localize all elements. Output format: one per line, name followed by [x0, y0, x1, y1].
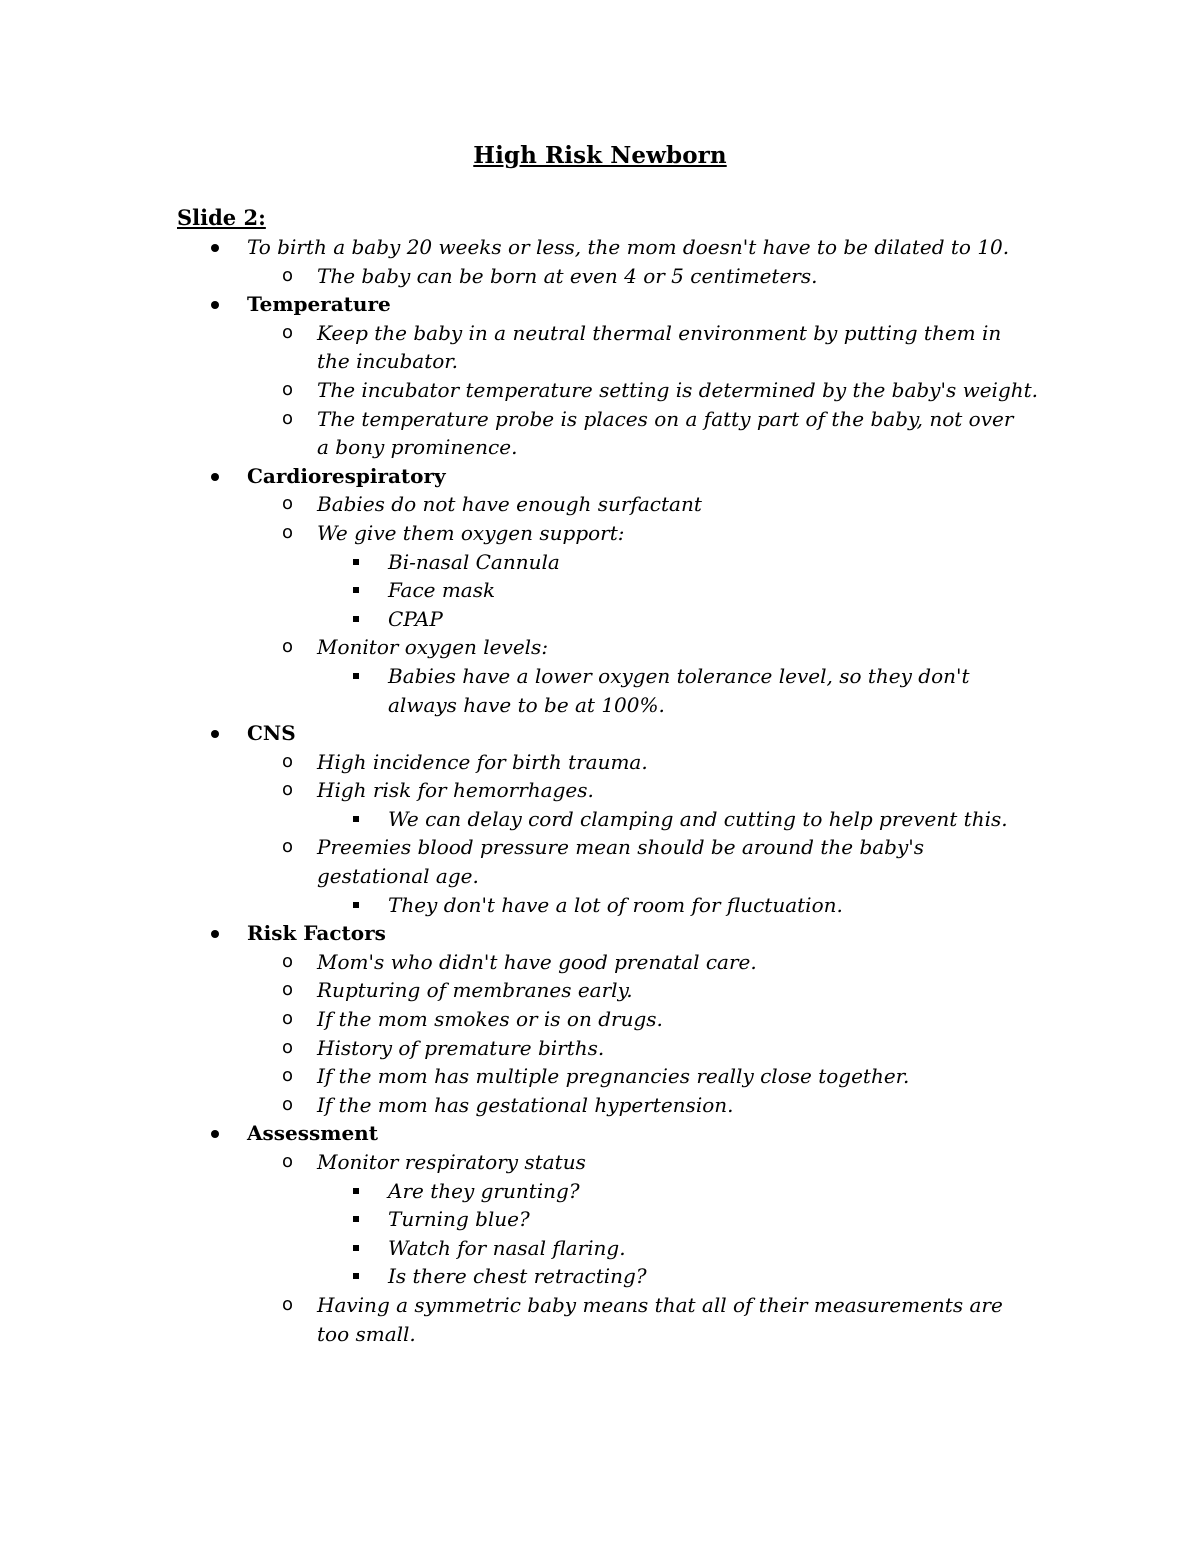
- list-item-text: CPAP: [388, 606, 443, 631]
- list-item-text: Monitor respiratory status: [317, 1150, 586, 1174]
- bullet-square-icon: [353, 1216, 359, 1222]
- list-item: [0, 633, 1200, 662]
- bullet-circle-icon: o: [282, 378, 294, 400]
- bullet-disc-icon: [211, 930, 219, 938]
- list-item: [0, 405, 1200, 462]
- list-item-text: High incidence for birth trauma.: [317, 749, 648, 774]
- list-item: [0, 833, 1200, 890]
- list-item-text: Risk Factors: [247, 921, 386, 946]
- list-item: [0, 262, 1200, 291]
- bullet-square-icon: [353, 587, 359, 593]
- list-item-text: Temperature: [247, 292, 391, 317]
- bullet-circle-icon: o: [282, 836, 294, 858]
- bullet-circle-icon: o: [282, 1065, 294, 1087]
- list-item: [0, 1062, 1200, 1091]
- list-item: [0, 976, 1200, 1005]
- bullet-square-icon: [353, 1188, 359, 1194]
- bullet-circle-icon: o: [282, 493, 294, 515]
- list-item-text: High risk for hemorrhages.: [317, 778, 594, 803]
- list-item: [0, 1177, 1200, 1206]
- list-item-text: Having a symmetric baby means that all of their measurements are too small.: [317, 1292, 1003, 1346]
- list-item-text: Face mask: [388, 578, 496, 603]
- bullet-square-icon: [353, 1273, 359, 1279]
- list-item-text: If the mom smokes or is on drugs.: [317, 1007, 663, 1032]
- list-item: [0, 376, 1200, 405]
- bullet-disc-icon: [211, 730, 219, 738]
- list-item-text: They don't have a lot of room for fluctuation.: [388, 892, 843, 917]
- list-item-text: Keep the baby in a neutral thermal environment by putting them in the incubator.: [317, 320, 1002, 374]
- list-item-text: Monitor oxygen levels:: [317, 635, 549, 660]
- list-item-text: Cardiorespiratory: [247, 463, 446, 488]
- bullet-circle-icon: o: [282, 1293, 294, 1315]
- list-item-text: The baby can be born at even 4 or 5 centimeters.: [317, 263, 818, 288]
- bullet-disc-icon: [211, 301, 219, 309]
- bullet-circle-icon: o: [282, 636, 294, 658]
- list-item-text: Babies have a lower oxygen tolerance level, so they don't always have to be at 100%.: [388, 663, 970, 717]
- list-item-text: Rupturing of membranes early.: [317, 978, 633, 1003]
- list-item-text: Are they grunting?: [388, 1178, 580, 1203]
- bullet-square-icon: [353, 816, 359, 822]
- list-item: [0, 462, 1200, 491]
- bullet-disc-icon: [211, 1130, 219, 1138]
- bullet-circle-icon: o: [282, 1008, 294, 1030]
- list-item-text: If the mom has gestational hypertension.: [317, 1092, 734, 1117]
- list-item: [0, 319, 1200, 376]
- bullet-circle-icon: o: [282, 1093, 294, 1115]
- bullet-square-icon: [353, 559, 359, 565]
- bullet-square-icon: [353, 673, 359, 679]
- bullet-disc-icon: [211, 244, 219, 252]
- list-item-text: Bi-nasal Cannula: [388, 549, 560, 574]
- list-item: [0, 776, 1200, 805]
- list-item-text: History of premature births.: [317, 1035, 605, 1060]
- list-item: [0, 576, 1200, 605]
- bullet-circle-icon: o: [282, 750, 294, 772]
- bullet-circle-icon: o: [282, 264, 294, 286]
- list-item: [0, 605, 1200, 634]
- bullet-circle-icon: o: [282, 779, 294, 801]
- list-item: [0, 1091, 1200, 1120]
- list-item: [0, 1148, 1200, 1177]
- list-item-text: The temperature probe is places on a fatty part of the baby, not over a bony prominence.: [317, 406, 1014, 460]
- list-item-text: The incubator temperature setting is determined by the baby's weight.: [317, 377, 1039, 402]
- list-item: [0, 1034, 1200, 1063]
- list-item-text: Is there chest retracting?: [388, 1264, 647, 1289]
- list-item-text: We can delay cord clamping and cutting to help prevent this.: [388, 806, 1008, 831]
- list-item: [0, 548, 1200, 577]
- list-item-text: Turning blue?: [388, 1207, 530, 1232]
- list-item: [0, 233, 1200, 262]
- bullet-circle-icon: o: [282, 979, 294, 1001]
- bullet-circle-icon: o: [282, 521, 294, 543]
- list-item: [0, 290, 1200, 319]
- bullet-square-icon: [353, 1245, 359, 1251]
- bullet-square-icon: [353, 616, 359, 622]
- list-item: [0, 1234, 1200, 1263]
- list-item: [0, 662, 1200, 719]
- list-item-text: CNS: [247, 721, 296, 746]
- list-item: [0, 919, 1200, 948]
- list-item-text: Babies do not have enough surfactant: [317, 492, 702, 517]
- list-item: [0, 1205, 1200, 1234]
- bullet-disc-icon: [211, 473, 219, 481]
- list-item-text: Mom's who didn't have good prenatal care.: [317, 949, 757, 974]
- list-item: [0, 948, 1200, 977]
- document-title: High Risk Newborn: [473, 142, 727, 169]
- bullet-circle-icon: o: [282, 407, 294, 429]
- bullet-circle-icon: o: [282, 321, 294, 343]
- list-item-text: Assessment: [247, 1121, 378, 1146]
- slide-heading: Slide 2:: [177, 205, 266, 230]
- list-item-text: To birth a baby 20 weeks or less, the mom doesn't have to be dilated to 10.: [247, 235, 1010, 259]
- list-item: [0, 805, 1200, 834]
- list-item: [0, 1005, 1200, 1034]
- list-item-text: Preemies blood pressure mean should be around the baby's gestational age.: [317, 835, 925, 889]
- list-item: [0, 1262, 1200, 1291]
- list-item: [0, 1119, 1200, 1148]
- bullet-circle-icon: o: [282, 1151, 294, 1172]
- list-item-text: If the mom has multiple pregnancies really close together.: [317, 1064, 910, 1089]
- list-item: [0, 1291, 1200, 1348]
- bullet-circle-icon: o: [282, 950, 294, 972]
- list-item-text: We give them oxygen support:: [317, 520, 625, 545]
- list-item: [0, 748, 1200, 777]
- bullet-square-icon: [353, 902, 359, 908]
- bullet-circle-icon: o: [282, 1036, 294, 1058]
- list-item: [0, 719, 1200, 748]
- list-item-text: Watch for nasal flaring.: [388, 1235, 626, 1260]
- notes-list: [0, 233, 1200, 1348]
- list-item: [0, 490, 1200, 519]
- list-item: [0, 519, 1200, 548]
- list-item: [0, 891, 1200, 920]
